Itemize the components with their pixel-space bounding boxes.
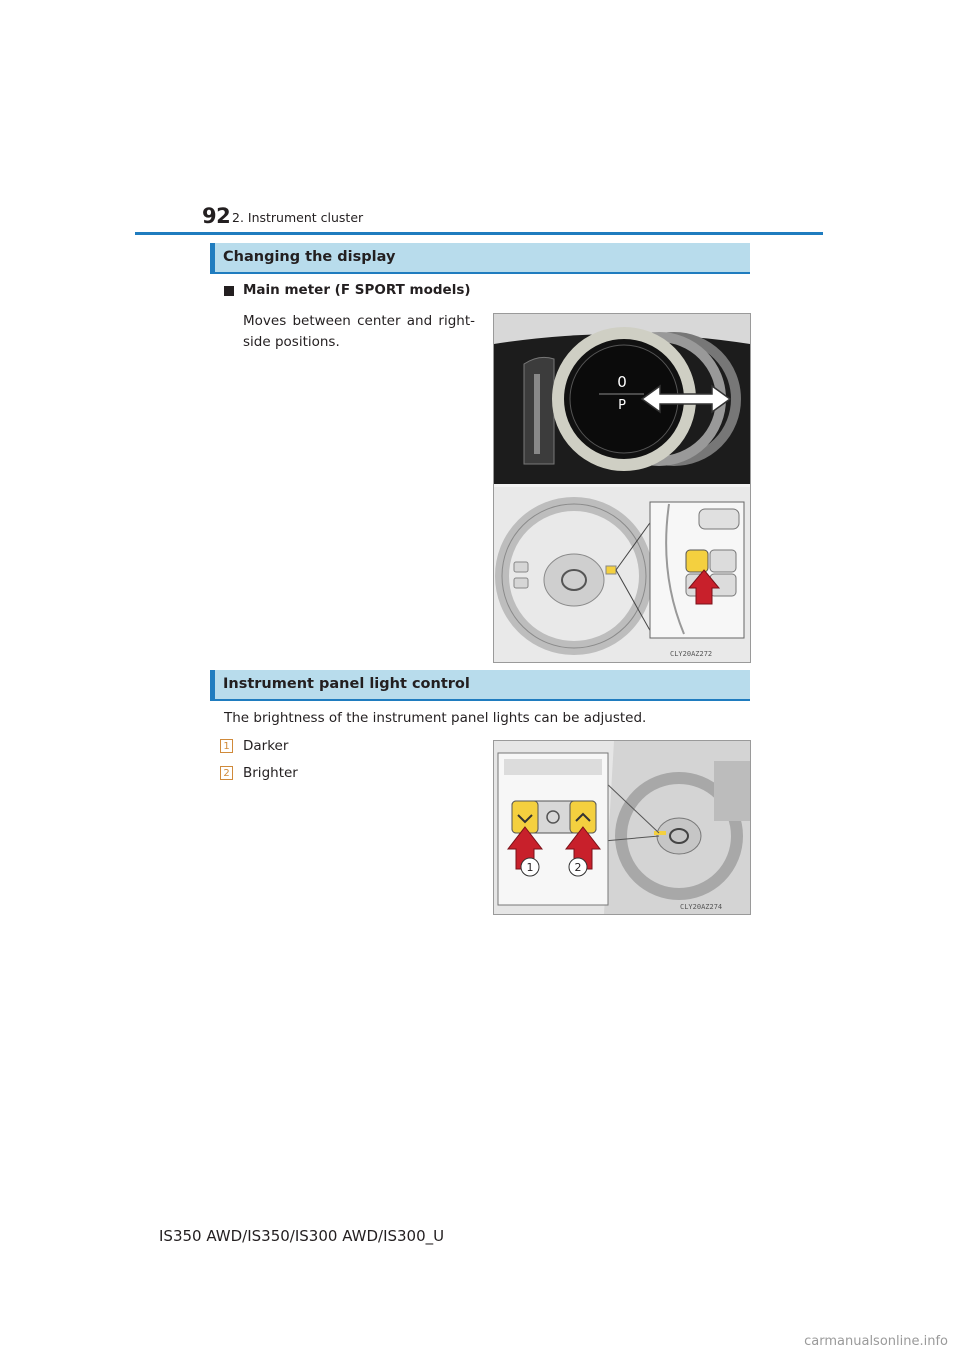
item-label-darker: Darker	[243, 738, 289, 754]
section-title-panel-light: Instrument panel light control	[223, 676, 470, 692]
figure-code-2: CLY20AZ274	[680, 903, 723, 911]
figure-panel-light	[493, 740, 751, 915]
header-rule	[135, 232, 823, 235]
gear-value: 0	[617, 373, 627, 391]
callout-1: 1	[526, 861, 534, 874]
figure-main-meter	[493, 313, 751, 663]
footer-model: IS350 AWD/IS350/IS300 AWD/IS300_U	[159, 1227, 445, 1245]
main-meter-illustration	[494, 314, 750, 662]
number-box-2: 2	[220, 766, 233, 780]
gear-letter: P	[618, 398, 626, 413]
page-number: 92	[202, 204, 231, 228]
number-box-1: 1	[220, 739, 233, 753]
section-title-changing-display: Changing the display	[223, 249, 396, 265]
body-text-line1: Moves between center and right-	[243, 313, 475, 329]
figure-code-1: CLY20AZ272	[670, 650, 713, 658]
callout-2: 2	[574, 861, 582, 874]
body-text-line2: side positions.	[243, 334, 340, 350]
item-label-brighter: Brighter	[243, 765, 298, 781]
chapter-title: 2. Instrument cluster	[232, 210, 364, 225]
panel-light-illustration	[494, 741, 750, 914]
subheading-main-meter: Main meter (F SPORT models)	[243, 282, 471, 298]
square-bullet-icon	[224, 286, 234, 296]
watermark: carmanualsonline.info	[804, 1334, 948, 1349]
intro-text: The brightness of the instrument panel lights can be adjusted.	[224, 710, 647, 726]
